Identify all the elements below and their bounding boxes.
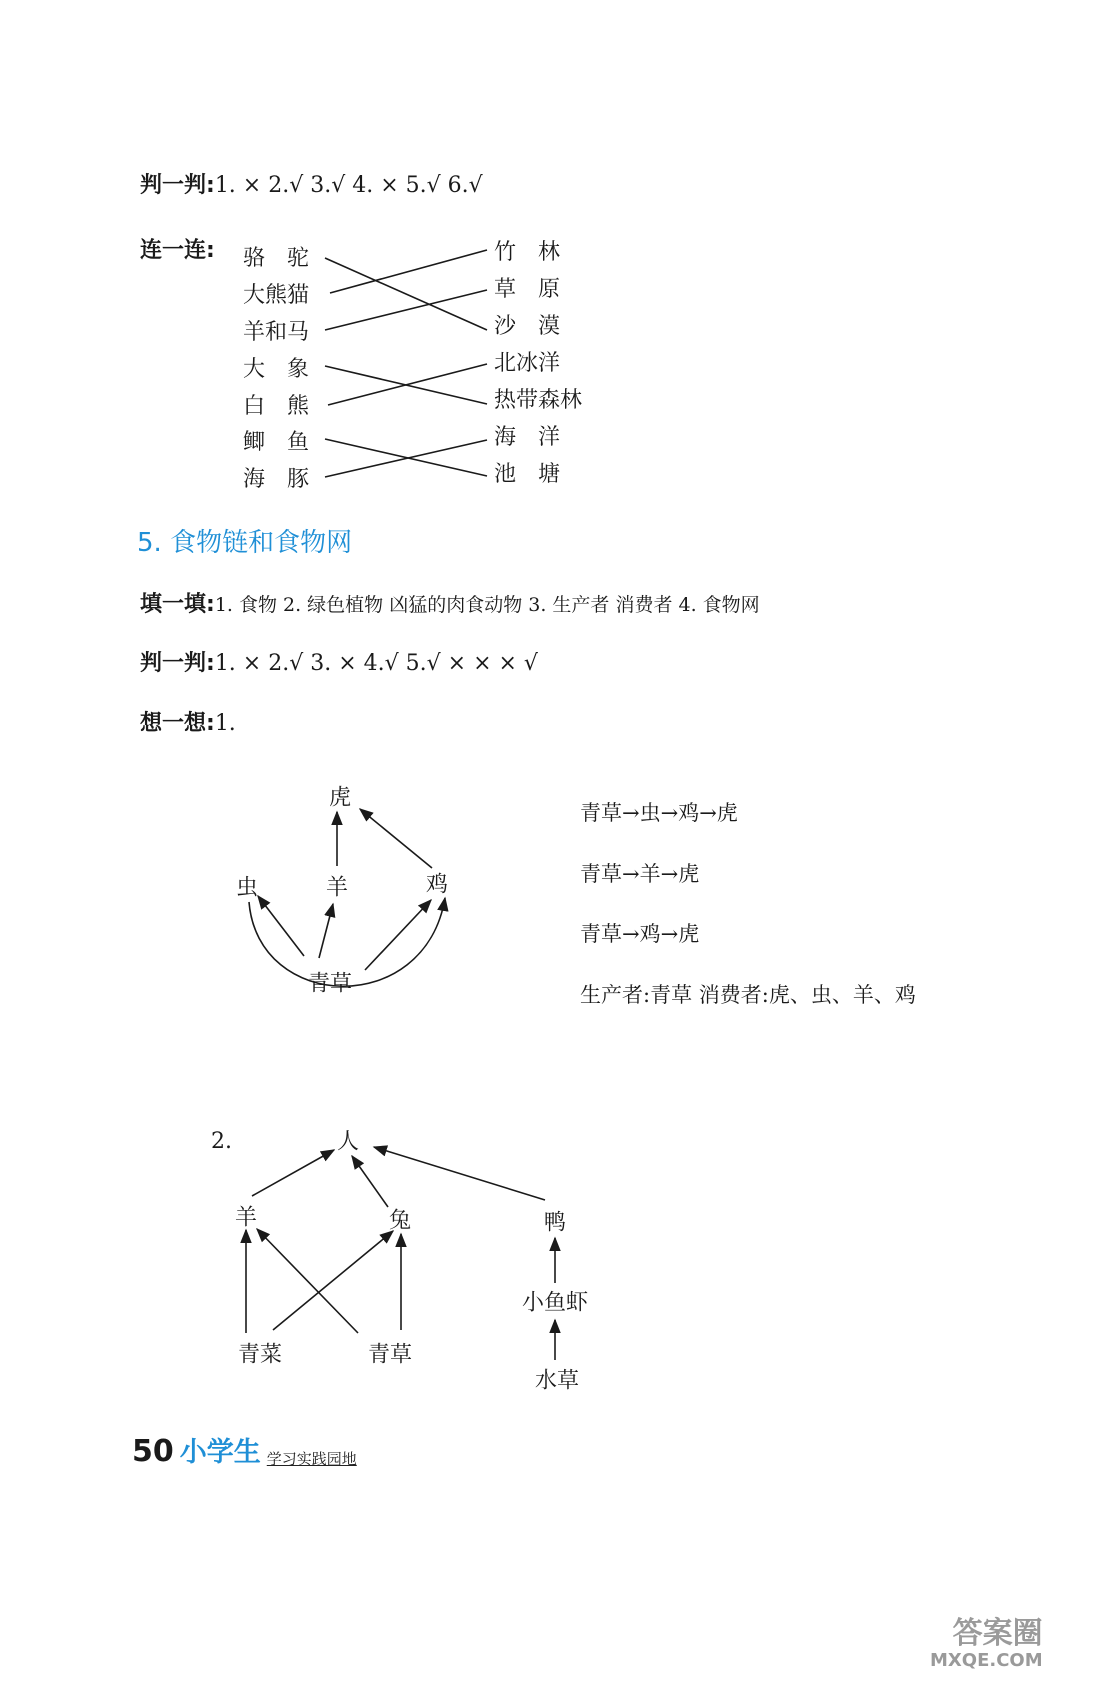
match-right-item: 热带森林 xyxy=(494,388,583,413)
node-duck: 鸭 xyxy=(543,1210,567,1236)
match-left-item: 白 熊 xyxy=(243,394,310,419)
node-grass: 青草 xyxy=(307,971,353,997)
node-tiger: 虎 xyxy=(328,785,352,811)
chain-1: 青草→虫→鸡→虎 xyxy=(580,801,738,825)
fill-line xyxy=(140,587,760,618)
think-line xyxy=(140,706,236,737)
arrow-duck-human xyxy=(374,1147,545,1200)
node-vegetable: 青菜 xyxy=(237,1342,283,1368)
match-left-item: 大熊猫 xyxy=(243,283,310,308)
match-left-item: 羊和马 xyxy=(243,320,310,345)
watermark-logo: 答案圈 xyxy=(952,1616,1043,1651)
match-line-crucian-pond xyxy=(325,439,487,476)
judge-answers: 1. × 2.√ 3.√ 4. × 5.√ 6.√ xyxy=(214,173,483,198)
think-number: 1. xyxy=(214,711,236,736)
web2-number: 2. xyxy=(211,1129,232,1154)
arrow-rabbit-human xyxy=(352,1156,388,1207)
match-line-camel-desert xyxy=(325,258,487,330)
match-left-item: 骆 驼 xyxy=(243,246,310,271)
node-sheep-2: 羊 xyxy=(234,1205,258,1231)
match-left-item: 大 象 xyxy=(243,357,310,382)
match-right-item: 池 塘 xyxy=(494,462,561,487)
footer-brand: 小学生 xyxy=(179,1437,261,1468)
arrow-sheep-human xyxy=(252,1150,334,1196)
fill-answers: 1. 食物 2. 绿色植物 凶猛的肉食动物 3. 生产者 消费者 4. 食物网 xyxy=(214,594,760,616)
judge-label: 判一判: xyxy=(140,173,215,198)
match-right-item: 海 洋 xyxy=(494,425,561,450)
node-waterweed: 水草 xyxy=(534,1368,580,1394)
watermark xyxy=(930,1608,1043,1671)
match-label: 连一连: xyxy=(140,238,215,263)
node-grass-2: 青草 xyxy=(367,1342,413,1368)
node-chicken: 鸡 xyxy=(425,872,449,898)
match-line-sheep-grassland xyxy=(325,290,487,330)
watermark-url: MXQE.COM xyxy=(930,1650,1043,1671)
match-left-item: 海 豚 xyxy=(243,467,310,492)
node-human: 人 xyxy=(336,1129,360,1155)
section-title: 5. 食物链和食物网 xyxy=(137,528,353,558)
fill-label: 填一填: xyxy=(140,592,215,617)
match-line-dolphin-ocean xyxy=(325,440,487,477)
match-lines xyxy=(325,250,487,477)
match-left-item: 鲫 鱼 xyxy=(243,430,310,455)
judge-line-2 xyxy=(140,646,538,677)
node-fish: 小鱼虾 xyxy=(521,1290,589,1316)
roles-line: 生产者:青草 消费者:虎、虫、羊、鸡 xyxy=(580,983,916,1007)
arrow-grass-sheep-2 xyxy=(257,1229,358,1333)
node-insect: 虫 xyxy=(235,875,259,901)
arrow-grass-sheep xyxy=(319,904,333,958)
footer xyxy=(132,1430,357,1469)
think-label: 想一想: xyxy=(140,711,215,736)
chain-2: 青草→羊→虎 xyxy=(580,862,700,886)
judge-label-2: 判一判: xyxy=(140,651,215,676)
arrow-chicken-tiger xyxy=(360,809,432,868)
footer-subtitle: 学习实践园地 xyxy=(266,1450,357,1468)
node-rabbit: 兔 xyxy=(388,1208,412,1234)
match-right-item: 竹 林 xyxy=(494,240,561,265)
chain-3: 青草→鸡→虎 xyxy=(580,922,700,946)
web2-arrows xyxy=(246,1147,555,1360)
match-right-item: 草 原 xyxy=(494,277,561,302)
judge-answers-2: 1. × 2.√ 3. × 4.√ 5.√ × × × √ xyxy=(214,651,538,676)
match-right-item: 北冰洋 xyxy=(494,351,561,376)
arrow-vegetable-rabbit xyxy=(273,1231,393,1330)
page-number: 50 xyxy=(132,1434,174,1469)
arrow-grass-chicken xyxy=(365,900,431,970)
match-right-item: 沙 漠 xyxy=(494,314,561,339)
node-sheep: 羊 xyxy=(325,875,349,901)
